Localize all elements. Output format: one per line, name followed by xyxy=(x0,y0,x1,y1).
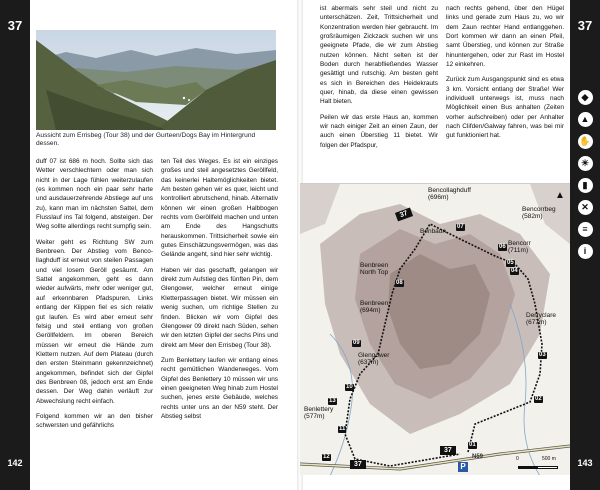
peak-label xyxy=(526,312,556,326)
paragraph: Folgend kommen wir an den bisher schwersten und gefährlichs xyxy=(36,412,153,430)
paragraph: Zum Benlettery laufen wir entlang eines recht gemütlichen Wanderweges. Vom Gipfel des Benlettery 10 müssen wir uns einen geeigneten Weg hinab zum Hostel suchen, jenes erste Gebäude, welches rechts unter uns an der N59 steht. Der Abstieg selbst xyxy=(161,356,278,420)
peak-name: Bencorrbeg xyxy=(522,206,556,213)
road-number: N59 xyxy=(472,454,484,460)
route-map xyxy=(300,183,570,475)
left-text-column-1 xyxy=(36,157,153,437)
peak-name: Benbreen xyxy=(360,300,389,307)
peak-name: Derryclare xyxy=(526,312,556,319)
parking-icon: P xyxy=(458,462,468,472)
route-arrow-badge: 37 xyxy=(440,446,456,455)
peak-name: Benbaun xyxy=(420,228,447,235)
peak-name: Bencorr xyxy=(508,240,531,247)
peak-height: (637m) xyxy=(358,359,379,366)
peak-height: (711m) xyxy=(508,247,529,254)
peak-label xyxy=(522,206,556,220)
route-arrow-badge: 37 xyxy=(395,208,413,222)
waypoint-07: 07 xyxy=(457,224,464,230)
photo-caption: Aussicht zum Errisbeg (Tour 38) und der Gurteen/Dogs Bay im Hintergrund dessen. xyxy=(36,132,256,148)
waypoint-13: 13 xyxy=(329,398,336,404)
peak-label xyxy=(420,228,446,235)
left-tour-number: 37 xyxy=(7,18,23,33)
boot-icon: ◆ xyxy=(578,90,593,105)
right-text-column-1 xyxy=(320,4,438,156)
bus-icon: ▮ xyxy=(578,178,593,193)
paragraph: ist abermals sehr steil und nicht zu unterschätzen. Zeit, Trittsicherheit und Konzentration werden hier gebraucht. Im großräumigen Zickzack suchen wir uns geeignete Pfade, die wir zum Abstieg nutzen können. Nicht selten ist der Boden durch herabfließendes Wasser gesättigt und rutschig. Am besten geht es sich in Bereichen des Heidekrauts quer, hinab, da diese einen gewissen Halt bieten. xyxy=(320,5,438,106)
peak-label xyxy=(358,352,389,366)
waypoint-08: 08 xyxy=(396,280,403,286)
left-page-number: 142 xyxy=(7,458,23,468)
waypoint-03: 03 xyxy=(539,352,546,358)
right-page-number: 143 xyxy=(577,458,593,468)
peak-height: (577m) xyxy=(304,413,325,420)
difficulty-icons xyxy=(570,90,600,259)
summit-icon: ▲ xyxy=(578,112,593,127)
route-arrow-badge: 37 xyxy=(350,460,366,469)
left-text-column-2 xyxy=(161,157,278,427)
paragraph: duff 07 ist 686 m hoch. Sollte sich das Wetter verschlechtern oder man sich nicht in der Lage fühlen weiterzulaufen (es kommen noch ein paar sehr harte und ausdauerzehrende Abstiege auf uns zu), kann man im nächsten Sattel, dem Flusslauf ins Tal folgend, absteigen. Der Weg sollte allerdings recht sumpfig sein. xyxy=(36,158,153,231)
peak-height: North Top xyxy=(360,269,389,276)
waypoint-09: 09 xyxy=(353,340,360,346)
waypoint-04: 04 xyxy=(511,268,518,274)
waypoint-02: 02 xyxy=(535,396,542,402)
paragraph: Zurück zum Ausgangspunkt sind es etwa 3 km. Vorsicht entlang der Straße! Wer individuell unterwegs ist, muss nach Möglichkeit einen Bus anhalten (Zeiten vorher aufschreiben) oder per Anhalter nach Clifden/Galway fahren, was bei mir gut funktioniert hat. xyxy=(446,76,564,140)
peak-height: (694m) xyxy=(360,307,381,314)
landscape-photo xyxy=(36,30,276,130)
paragraph: ten Teil des Weges. Es ist ein einziges großes und steil angesetztes Geröllfeld, das keinerlei Haltemöglichkeiten bietet. Am besten gehen wir es quer, leicht und kontrolliert abrutschend, hinab. Alternativ können wir einen großen Halbbogen rechts vom Geröllfeld machen und unten am Ende des Hangschutts herauskommen. Trittsicherheit sowie ein gutes Einschätzungsvermögen, was das Gelände angeht, sind hier sehr wichtig. xyxy=(161,158,278,259)
waypoint-05: 05 xyxy=(507,260,514,266)
peak-height: (696m) xyxy=(428,194,449,201)
waypoint-10: 10 xyxy=(346,384,353,390)
waypoint-01: 01 xyxy=(469,442,476,448)
peak-label xyxy=(428,187,471,201)
peak-label xyxy=(360,300,388,314)
scale-label-0: 0 xyxy=(516,456,519,462)
paragraph: Haben wir das geschafft, gelangen wir direkt zum Aufstieg des fünften Pin, dem Glengower, welcher erneut einige Kletterpassagen bietet. Wir müssen ein wenig suchen, um richtige Stellen zu finden. Blicken wir vom Gipfel des Glengower 09 direkt nach Süden, sehen wir den letzten Gipfel der sechs Pins und direkt am Meer den Errisbeg (Tour 38). xyxy=(161,266,278,349)
peak-name: Glengower xyxy=(358,352,390,359)
waypoint-12: 12 xyxy=(323,454,330,460)
paragraph: Weiter geht es Richtung SW zum Benbreen. Der Abstieg vom Bencollaghduff ist erneut von steilen Passagen und viel losem Geröll gesäumt. Am Sattel angekommen, geht es dann wieder aufwärts, mehr oder weniger gut, auf erkennbaren Pfadspuren. Links entlang der Klippen fiel es sich relativ gut laufen. Es wird aber erneut sehr felsig und steil entlang von großen Geröllfeldern. Im oberen Bereich müssen wir erneut die Hände zum Klettern nutzen. Auf dem Plateau (durch den ersten Steinmann gekennzeichnet) angekommen, befindet sich der Gipfel des Benbreen 08, jedoch erst am Ende dessen. Der Weg dahin verläuft zur Abwechslung recht einfach. xyxy=(36,238,153,405)
right-tour-number: 37 xyxy=(577,18,593,33)
peak-label xyxy=(360,262,388,276)
waypoint-11: 11 xyxy=(339,426,346,432)
peak-label xyxy=(304,406,333,420)
paragraph: nach rechts gehend, über den Hügel links und gerade zum Haus zu, wo wir dem Zaun rechter Hand entlanggehen. Dort kommen wir dann an einen Pfeil, samt Überstieg, und können zur Straße hinuntergehen, oder zur Rast im Hostel 12 einkehren. xyxy=(446,5,564,69)
peak-height: (582m) xyxy=(522,213,543,220)
right-text-column-2 xyxy=(446,4,564,147)
peak-label xyxy=(508,240,531,254)
scale-bar xyxy=(514,456,564,472)
peak-name: Bencollaghduff xyxy=(428,187,471,194)
climbing-icon: ✋ xyxy=(578,134,593,149)
food-icon: ✕ xyxy=(578,200,593,215)
waypoint-06: 06 xyxy=(499,244,506,250)
north-arrow-icon: ▲ xyxy=(555,190,565,201)
paragraph: Peilen wir das erste Haus an, kommen wir nach einiger Zeit an einen Zaun, der auch einen Überstieg 11 bietet. Wir folgen der Pfadspur, xyxy=(320,113,438,149)
peak-name: Benlettery xyxy=(304,406,334,413)
info-icon: i xyxy=(578,244,593,259)
peak-height: (677m) xyxy=(526,319,547,326)
peak-name: Benbreen xyxy=(360,262,389,269)
scale-bar-line xyxy=(518,466,558,469)
scale-label-500: 500 m xyxy=(542,456,556,462)
sun-icon: ☀ xyxy=(578,156,593,171)
bed-icon: ≡ xyxy=(578,222,593,237)
left-sidebar xyxy=(0,0,30,490)
